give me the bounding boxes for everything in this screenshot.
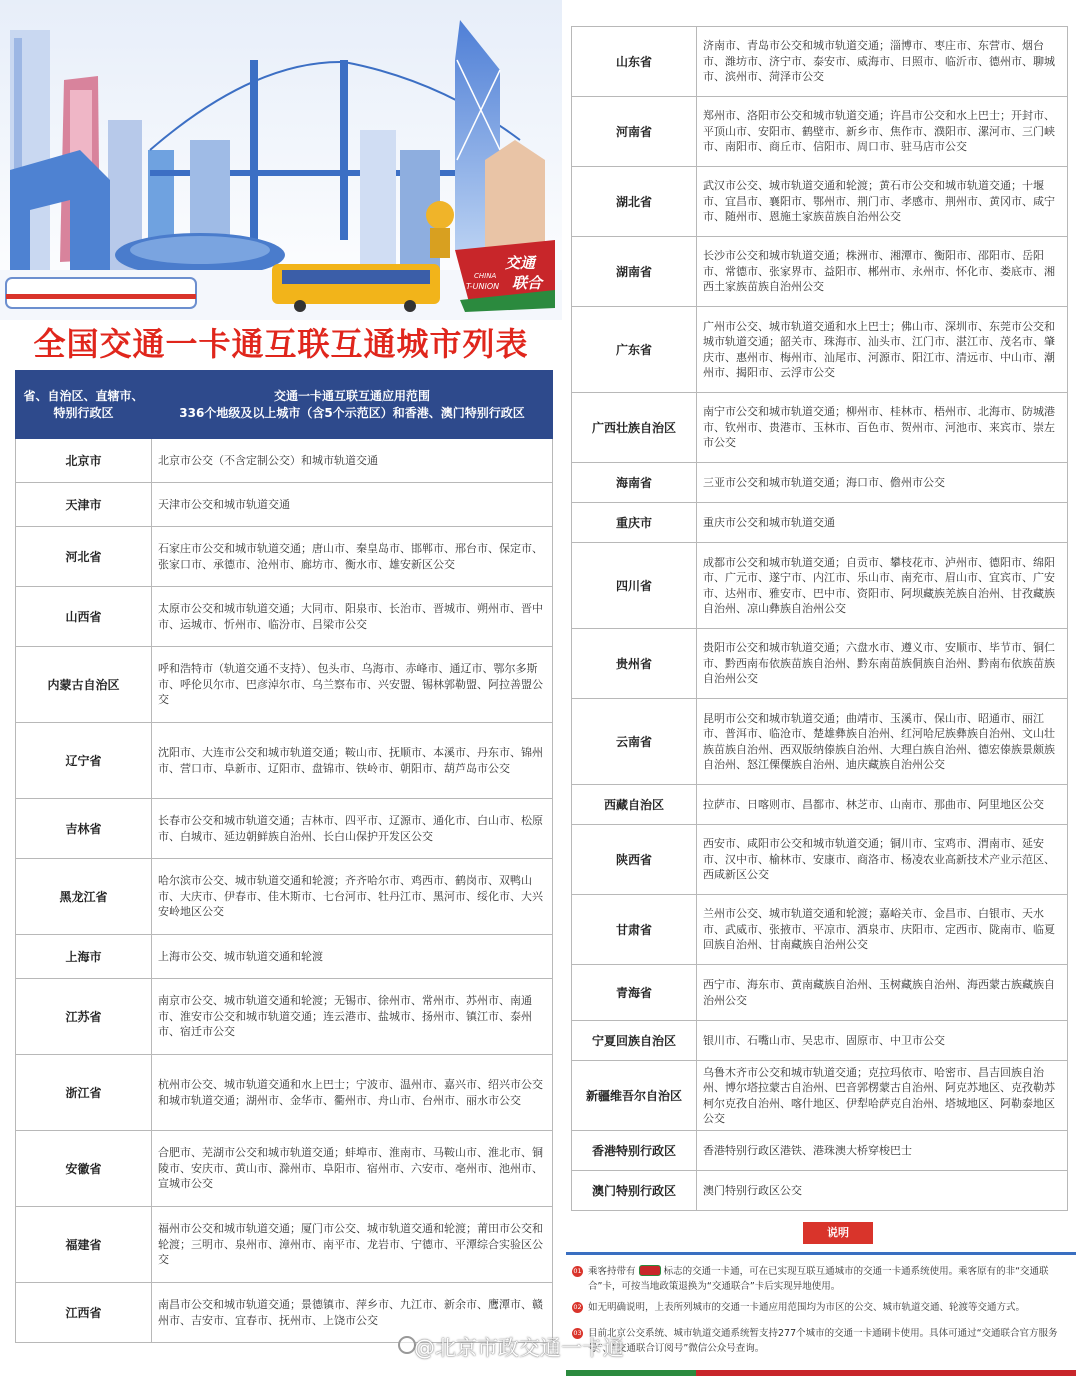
region-name: 甘肃省 xyxy=(572,895,697,965)
table-row xyxy=(572,1061,1068,1131)
table-row xyxy=(572,895,1068,965)
table-row xyxy=(572,307,1068,393)
region-name: 云南省 xyxy=(572,699,697,785)
table-row xyxy=(16,1055,553,1131)
note-item xyxy=(572,1264,1072,1294)
region-name: 江西省 xyxy=(16,1283,152,1343)
note-item xyxy=(572,1326,1072,1356)
table-row xyxy=(16,859,553,935)
scope-text: 沈阳市、大连市公交和城市轨道交通；鞍山市、抚顺市、本溪市、丹东市、锦州市、营口市、阜新市、辽阳市、盘锦市、铁岭市、朝阳市、葫芦岛市公交 xyxy=(152,723,553,799)
notes-section xyxy=(566,1212,1076,1376)
region-name: 北京市 xyxy=(16,439,152,483)
scope-text: 长沙市公交和城市轨道交通；株洲市、湘潭市、衡阳市、邵阳市、岳阳市、常德市、张家界市、益阳市、郴州市、永州市、怀化市、娄底市、湘西土家族苗族自治州公交 xyxy=(697,237,1068,307)
scope-text: 南京市公交、城市轨道交通和轮渡；无锡市、徐州市、常州市、苏州市、南通市、淮安市公交和城市轨道交通；连云港市、盐城市、扬州市、镇江市、泰州市、宿迁市公交 xyxy=(152,979,553,1055)
scope-text: 上海市公交、城市轨道交通和轮渡 xyxy=(152,935,553,979)
table-row xyxy=(16,799,553,859)
city-table-right xyxy=(571,26,1068,1211)
table-row xyxy=(16,979,553,1055)
region-name: 福建省 xyxy=(16,1207,152,1283)
scope-text: 贵阳市公交和城市轨道交通；六盘水市、遵义市、安顺市、毕节市、铜仁市、黔西南布依族苗族自治州、黔东南苗族侗族自治州、黔南布依族苗族自治州公交 xyxy=(697,629,1068,699)
region-name: 陕西省 xyxy=(572,825,697,895)
table-row xyxy=(16,935,553,979)
scope-text: 天津市公交和城市轨道交通 xyxy=(152,483,553,527)
region-name: 河北省 xyxy=(16,527,152,587)
table-row xyxy=(16,483,553,527)
region-name: 山东省 xyxy=(572,27,697,97)
table-row xyxy=(572,1171,1068,1211)
region-name: 广东省 xyxy=(572,307,697,393)
region-name: 四川省 xyxy=(572,543,697,629)
note-number: 01 xyxy=(573,1267,582,1275)
region-name: 宁夏回族自治区 xyxy=(572,1021,697,1061)
table-row xyxy=(572,965,1068,1021)
region-name: 上海市 xyxy=(16,935,152,979)
scope-text: 广州市公交、城市轨道交通和水上巴士；佛山市、深圳市、东莞市公交和城市轨道交通；韶关市、珠海市、汕头市、江门市、湛江市、茂名市、肇庆市、惠州市、梅州市、汕尾市、河源市、阳江市、清远市、中山市、潮州市、揭阳市、云浮市公交 xyxy=(697,307,1068,393)
region-name: 湖北省 xyxy=(572,167,697,237)
scope-text: 兰州市公交、城市轨道交通和轮渡；嘉峪关市、金昌市、白银市、天水市、武威市、张掖市、平凉市、酒泉市、庆阳市、定西市、陇南市、临夏回族自治州、甘南藏族自治州公交 xyxy=(697,895,1068,965)
table-row xyxy=(572,1021,1068,1061)
table-row xyxy=(572,543,1068,629)
table-row xyxy=(16,723,553,799)
scope-text: 重庆市公交和城市轨道交通 xyxy=(697,503,1068,543)
page-title: 全国交通一卡通互联互通城市列表 xyxy=(33,325,529,363)
scope-text: 石家庄市公交和城市轨道交通；唐山市、秦皇岛市、邯郸市、邢台市、保定市、张家口市、承德市、沧州市、廊坊市、衡水市、雄安新区公交 xyxy=(152,527,553,587)
table-header-row xyxy=(16,371,553,439)
notes-heading: 说明 xyxy=(803,1222,873,1244)
city-skyline-banner xyxy=(0,0,562,320)
table-row xyxy=(16,587,553,647)
region-name: 澳门特别行政区 xyxy=(572,1171,697,1211)
header-scope-line1: 交通一卡通互联互通应用范围 xyxy=(273,388,430,403)
scope-text: 成都市公交和城市轨道交通；自贡市、攀枝花市、泸州市、德阳市、绵阳市、广元市、遂宁市、内江市、乐山市、南充市、眉山市、宜宾市、广安市、达州市、雅安市、巴中市、资阳市、阿坝藏族羌族自治州、甘孜藏族自治州、凉山彝族自治州公交 xyxy=(697,543,1068,629)
region-name: 香港特别行政区 xyxy=(572,1131,697,1171)
region-name: 山西省 xyxy=(16,587,152,647)
notes-divider xyxy=(566,1252,1076,1255)
table-row xyxy=(572,503,1068,543)
bottom-bar-accent xyxy=(566,1370,696,1376)
scope-text: 北京市公交（不含定制公交）和城市轨道交通 xyxy=(152,439,553,483)
logo-text-cn-2: 联合 xyxy=(512,274,543,292)
table-row xyxy=(572,237,1068,307)
note-text-b: 如无明确说明，上表所列城市的交通一卡通应用范围均为市区的公交、城市轨道交通、轮渡等交通方式。 xyxy=(588,1302,1026,1313)
region-name: 广西壮族自治区 xyxy=(572,393,697,463)
region-name: 辽宁省 xyxy=(16,723,152,799)
scope-text: 昆明市公交和城市轨道交通；曲靖市、玉溪市、保山市、昭通市、丽江市、普洱市、临沧市、楚雄彝族自治州、红河哈尼族彝族自治州、文山壮族苗族自治州、西双版纳傣族自治州、大理白族自治州、德宏傣族景颇族自治州、怒江傈僳族自治州、迪庆藏族自治州公交 xyxy=(697,699,1068,785)
scope-text: 拉萨市、日喀则市、昌都市、林芝市、山南市、那曲市、阿里地区公交 xyxy=(697,785,1068,825)
note-text-b: 标志的交通一卡通，可在已实现互联互通城市的交通一卡通系统使用。乘客原有的非“交通联合”卡，可按当地政策退换为“交通联合”卡后实现异地使用。 xyxy=(588,1266,1049,1292)
table-row xyxy=(16,439,553,483)
scope-text: 福州市公交和城市轨道交通；厦门市公交、城市轨道交通和轮渡；莆田市公交和轮渡；三明市、泉州市、漳州市、南平市、龙岩市、宁德市、平潭综合实验区公交 xyxy=(152,1207,553,1283)
region-name: 安徽省 xyxy=(16,1131,152,1207)
scope-text: 乌鲁木齐市公交和城市轨道交通；克拉玛依市、哈密市、昌吉回族自治州、博尔塔拉蒙古自治州、巴音郭楞蒙古自治州、阿克苏地区、克孜勒苏柯尔克孜自治州、喀什地区、伊犁哈萨克自治州、塔城地区、阿勒泰地区公交 xyxy=(697,1061,1068,1131)
table-row xyxy=(572,167,1068,237)
table-row xyxy=(572,97,1068,167)
scope-text: 长春市公交和城市轨道交通；吉林市、四平市、辽源市、通化市、白山市、松原市、白城市、延边朝鲜族自治州、长白山保护开发区公交 xyxy=(152,799,553,859)
region-name: 江苏省 xyxy=(16,979,152,1055)
logo-text-en-1: CHINA xyxy=(474,272,497,280)
note-text-a: 乘客持带有 xyxy=(588,1266,636,1277)
scope-text: 呼和浩特市（轨道交通不支持）、包头市、乌海市、赤峰市、通辽市、鄂尔多斯市、呼伦贝尔市、巴彦淖尔市、乌兰察布市、兴安盟、锡林郭勒盟、阿拉善盟公交 xyxy=(152,647,553,723)
table-row xyxy=(572,1131,1068,1171)
table-row xyxy=(572,825,1068,895)
note-number: 03 xyxy=(573,1329,582,1337)
note-item xyxy=(572,1300,1072,1315)
scope-text: 西安市、咸阳市公交和城市轨道交通；铜川市、宝鸡市、渭南市、延安市、汉中市、榆林市、安康市、商洛市、杨凌农业高新技术产业示范区、西咸新区公交 xyxy=(697,825,1068,895)
scope-text: 哈尔滨市公交、城市轨道交通和轮渡；齐齐哈尔市、鸡西市、鹤岗市、双鸭山市、大庆市、伊春市、佳木斯市、七台河市、牡丹江市、黑河市、绥化市、大兴安岭地区公交 xyxy=(152,859,553,935)
table-row xyxy=(572,785,1068,825)
scope-text: 南昌市公交和城市轨道交通；景德镇市、萍乡市、九江市、新余市、鹰潭市、赣州市、吉安市、宜春市、抚州市、上饶市公交 xyxy=(152,1283,553,1343)
table-row xyxy=(572,699,1068,785)
header-scope xyxy=(152,371,553,439)
region-name: 内蒙古自治区 xyxy=(16,647,152,723)
scope-text: 澳门特别行政区公交 xyxy=(697,1171,1068,1211)
logo-text-en-2: T-UNION xyxy=(466,282,500,291)
region-name: 河南省 xyxy=(572,97,697,167)
table-row xyxy=(572,463,1068,503)
table-row xyxy=(572,27,1068,97)
table-row xyxy=(572,393,1068,463)
scope-text: 太原市公交和城市轨道交通；大同市、阳泉市、长治市、晋城市、朔州市、晋中市、运城市、忻州市、临汾市、吕梁市公交 xyxy=(152,587,553,647)
scope-text: 香港特别行政区港铁、港珠澳大桥穿梭巴士 xyxy=(697,1131,1068,1171)
logo-text-cn-1: 交通 xyxy=(505,254,536,272)
scope-text: 西宁市、海东市、黄南藏族自治州、玉树藏族自治州、海西蒙古族藏族自治州公交 xyxy=(697,965,1068,1021)
region-name: 海南省 xyxy=(572,463,697,503)
note-text-b: 目前北京公交系统、城市轨道交通系统暂支持277个城市的交通一卡通刷卡使用。具体可通过“交通联合官方服务号”、“交通联合订阅号”微信公众号查询。 xyxy=(588,1328,1058,1354)
scope-text: 武汉市公交、城市轨道交通和轮渡；黄石市公交和城市轨道交通；十堰市、宜昌市、襄阳市、鄂州市、荆门市、孝感市、荆州市、黄冈市、咸宁市、随州市、恩施土家族苗族自治州公交 xyxy=(697,167,1068,237)
watermark: @北京市政交通一卡通 xyxy=(414,1336,624,1360)
region-name: 黑龙江省 xyxy=(16,859,152,935)
scope-text: 济南市、青岛市公交和城市轨道交通；淄博市、枣庄市、东营市、烟台市、潍坊市、济宁市、泰安市、威海市、日照市、临沂市、德州市、聊城市、滨州市、菏泽市公交 xyxy=(697,27,1068,97)
table-row xyxy=(16,527,553,587)
table-row xyxy=(16,647,553,723)
region-name: 天津市 xyxy=(16,483,152,527)
note-number: 02 xyxy=(573,1303,582,1311)
region-name: 浙江省 xyxy=(16,1055,152,1131)
region-name: 吉林省 xyxy=(16,799,152,859)
city-table-left xyxy=(15,370,553,1343)
scope-text: 三亚市公交和城市轨道交通；海口市、儋州市公交 xyxy=(697,463,1068,503)
region-name: 西藏自治区 xyxy=(572,785,697,825)
region-name: 湖南省 xyxy=(572,237,697,307)
scope-text: 杭州市公交、城市轨道交通和水上巴士；宁波市、温州市、嘉兴市、绍兴市公交和城市轨道交通；湖州市、金华市、衢州市、舟山市、台州市、丽水市公交 xyxy=(152,1055,553,1131)
region-name: 青海省 xyxy=(572,965,697,1021)
region-name: 重庆市 xyxy=(572,503,697,543)
scope-text: 合肥市、芜湖市公交和城市轨道交通；蚌埠市、淮南市、马鞍山市、淮北市、铜陵市、安庆市、黄山市、滁州市、阜阳市、宿州市、六安市、亳州市、池州市、宣城市公交 xyxy=(152,1131,553,1207)
table-row xyxy=(16,1131,553,1207)
region-name: 贵州省 xyxy=(572,629,697,699)
scope-text: 南宁市公交和城市轨道交通；柳州市、桂林市、梧州市、北海市、防城港市、钦州市、贵港市、玉林市、百色市、贺州市、河池市、来宾市、崇左市公交 xyxy=(697,393,1068,463)
table-row xyxy=(572,629,1068,699)
scope-text: 郑州市、洛阳市公交和城市轨道交通；许昌市公交和水上巴士；开封市、平顶山市、安阳市、鹤壁市、新乡市、焦作市、濮阳市、漯河市、三门峡市、南阳市、商丘市、信阳市、周口市、驻马店市公交 xyxy=(697,97,1068,167)
header-region: 省、自治区、直辖市、特别行政区 xyxy=(16,371,152,439)
table-row xyxy=(16,1207,553,1283)
scope-text: 银川市、石嘴山市、吴忠市、固原市、中卫市公交 xyxy=(697,1021,1068,1061)
header-scope-line2: 336个地级及以上城市（含5个示范区）和香港、澳门特别行政区 xyxy=(179,405,525,420)
t-union-mini-icon xyxy=(639,1265,661,1276)
region-name: 新疆维吾尔自治区 xyxy=(572,1061,697,1131)
